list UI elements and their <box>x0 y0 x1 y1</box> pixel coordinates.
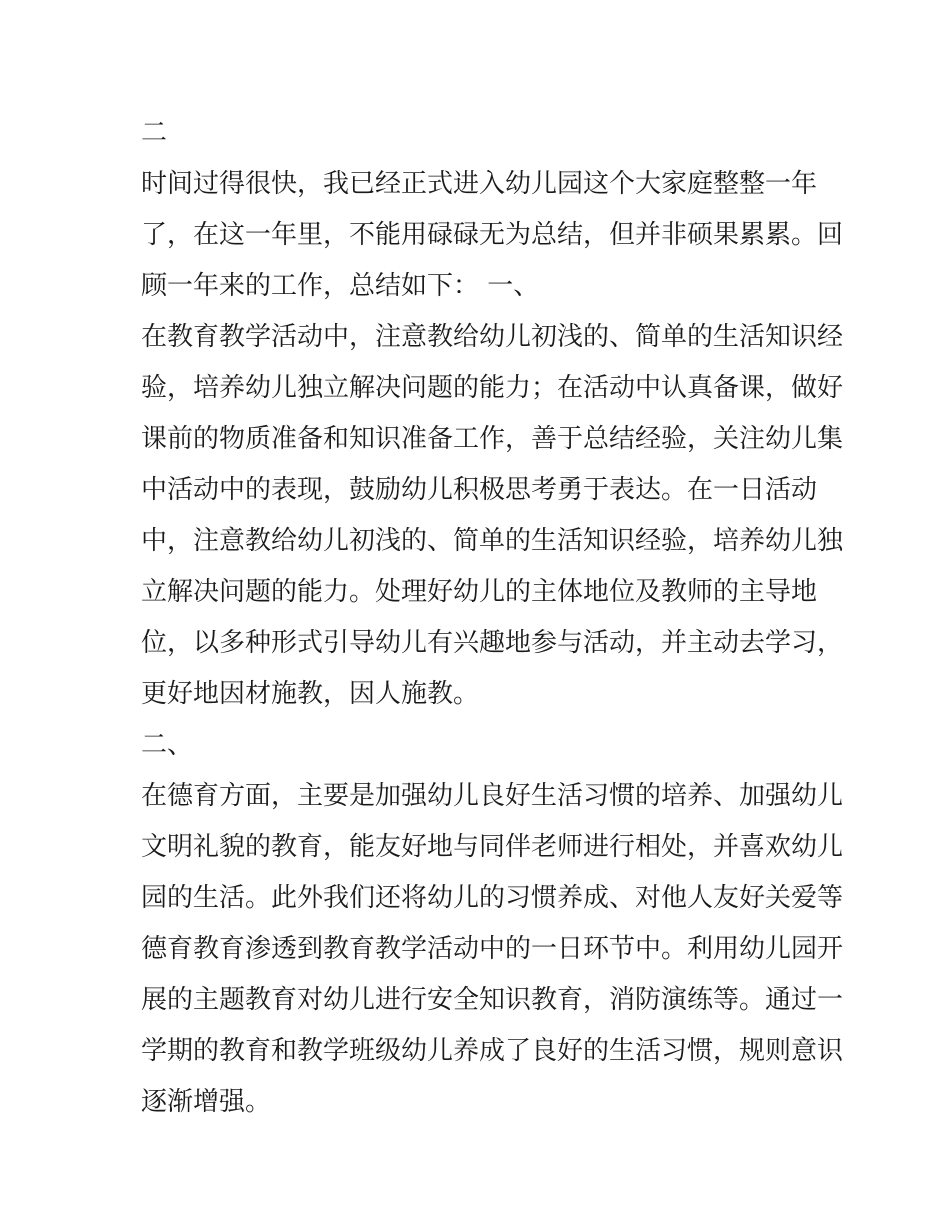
text-line: 文明礼貌的教育，能友好地与同伴老师进行相处，并喜欢幼儿 <box>141 832 844 862</box>
section-heading: 二、 <box>141 730 194 760</box>
text-line: 园的生活。此外我们还将幼儿的习惯养成、对他人友好关爱等 <box>141 883 844 913</box>
section-heading: 二 <box>141 118 168 148</box>
text-line: 德育教育渗透到教育教学活动中的一日环节中。利用幼儿园开 <box>141 934 844 964</box>
text-line: 位，以多种形式引导幼儿有兴趣地参与活动，并主动去学习， <box>141 628 844 658</box>
text-line: 顾一年来的工作，总结如下： 一、 <box>141 271 540 301</box>
text-line: 课前的物质准备和知识准备工作，善于总结经验，关注幼儿集 <box>141 424 844 454</box>
text-line: 展的主题教育对幼儿进行安全知识教育，消防演练等。通过一 <box>141 985 844 1015</box>
text-line: 在教育教学活动中，注意教给幼儿初浅的、简单的生活知识经 <box>141 322 844 352</box>
text-line: 中，注意教给幼儿初浅的、简单的生活知识经验，培养幼儿独 <box>141 526 844 556</box>
text-line: 中活动中的表现，鼓励幼儿积极思考勇于表达。在一日活动 <box>141 475 818 505</box>
text-line: 了，在这一年里，不能用碌碌无为总结，但并非硕果累累。回 <box>141 220 844 250</box>
text-line: 立解决问题的能力。处理好幼儿的主体地位及教师的主导地 <box>141 577 818 607</box>
document-body <box>141 108 844 1128</box>
text-line: 在德育方面，主要是加强幼儿良好生活习惯的培养、加强幼儿 <box>141 781 844 811</box>
text-line: 更好地因材施教，因人施教。 <box>141 679 480 709</box>
text-line: 验，培养幼儿独立解决问题的能力；在活动中认真备课，做好 <box>141 373 844 403</box>
text-line: 逐渐增强。 <box>141 1087 272 1117</box>
text-line: 学期的教育和教学班级幼儿养成了良好的生活习惯，规则意识 <box>141 1036 844 1066</box>
text-line: 时间过得很快，我已经正式进入幼儿园这个大家庭整整一年 <box>141 169 818 199</box>
